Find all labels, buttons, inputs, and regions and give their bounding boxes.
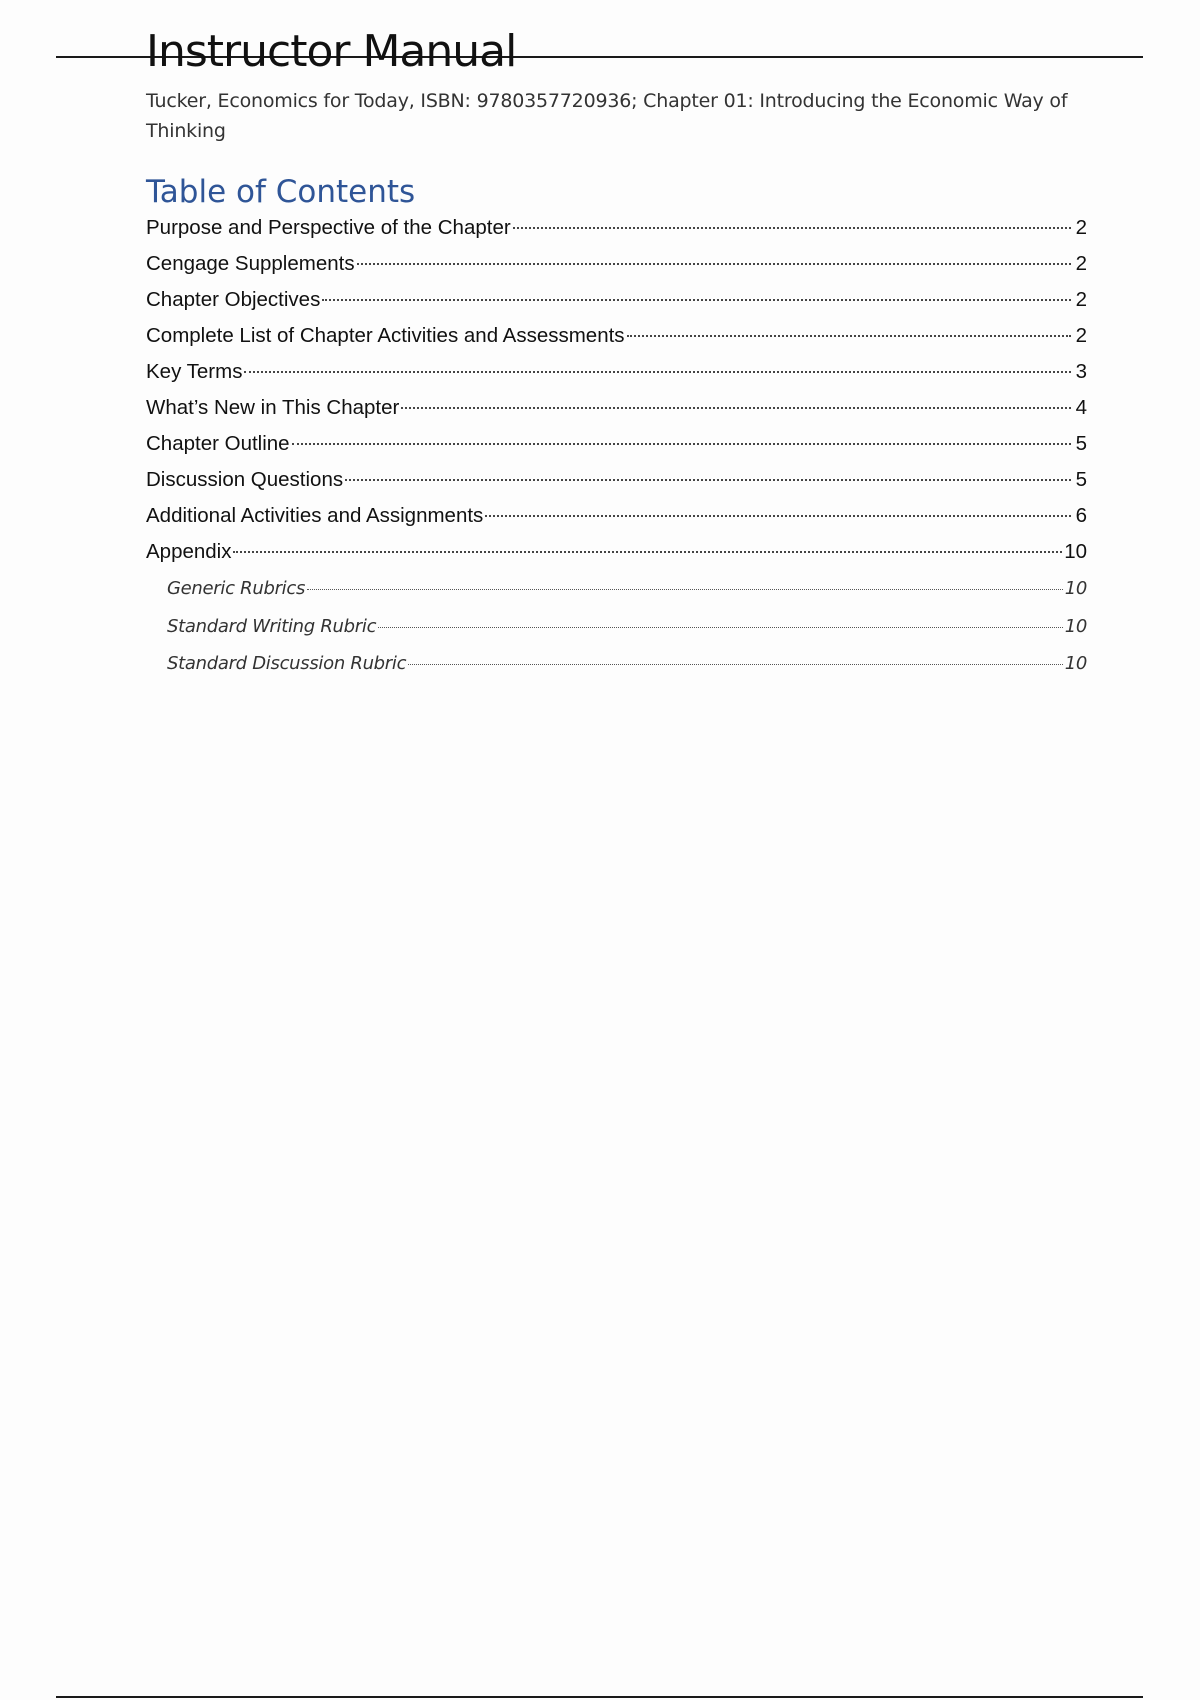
dot-leader (485, 514, 1071, 517)
toc-entry-label: What’s New in This Chapter (146, 396, 400, 419)
footer-rule (56, 1696, 1143, 1698)
toc-entry-page: 10 (1064, 615, 1087, 637)
toc-entry-page: 10 (1064, 578, 1087, 599)
toc-entry-chapter-objectives[interactable] (146, 282, 1087, 318)
table-of-contents (146, 210, 1087, 683)
dot-leader (244, 370, 1071, 373)
toc-entry-label: Cengage Supplements (146, 252, 355, 275)
toc-entry-label: Generic Rubrics (167, 578, 306, 599)
toc-entry-chapter-outline[interactable] (146, 426, 1087, 462)
dot-leader (345, 478, 1071, 481)
dot-leader (307, 588, 1063, 590)
toc-entry-page: 5 (1075, 468, 1087, 491)
toc-entry-purpose-and-perspective[interactable] (146, 210, 1087, 246)
toc-entry-activities-and-assessments[interactable] (146, 318, 1087, 354)
dot-leader (627, 334, 1071, 337)
toc-entry-whats-new[interactable] (146, 390, 1087, 426)
toc-entry-label: Purpose and Perspective of the Chapter (146, 216, 511, 239)
dot-leader (513, 226, 1071, 229)
toc-entry-page: 10 (1064, 540, 1087, 563)
dot-leader (322, 298, 1071, 301)
toc-entry-label: Additional Activities and Assignments (146, 504, 484, 527)
toc-entry-page: 2 (1075, 216, 1087, 239)
toc-heading: Table of Contents (146, 174, 416, 210)
toc-entry-label: Chapter Objectives (146, 288, 321, 311)
toc-entry-discussion-questions[interactable] (146, 462, 1087, 498)
toc-subentry-standard-writing-rubric[interactable] (146, 608, 1087, 646)
dot-leader (292, 442, 1071, 445)
toc-entry-cengage-supplements[interactable] (146, 246, 1087, 282)
dot-leader (408, 663, 1062, 665)
toc-entry-page: 10 (1064, 653, 1087, 674)
toc-entry-page: 2 (1075, 252, 1087, 275)
toc-entry-label: Chapter Outline (146, 432, 290, 455)
toc-entry-label: Appendix (146, 540, 232, 563)
dot-leader (357, 262, 1071, 265)
toc-entry-page: 6 (1075, 504, 1087, 527)
toc-entry-label: Standard Writing Rubric (167, 615, 377, 637)
dot-leader (233, 550, 1062, 553)
toc-entry-page: 2 (1075, 288, 1087, 311)
toc-entry-appendix[interactable] (146, 534, 1087, 570)
document-subtitle: Tucker, Economics for Today, ISBN: 9780357720936; Chapter 01: Introducing the Economic Way of Thinking (146, 90, 1068, 142)
toc-subentry-generic-rubrics[interactable] (146, 570, 1087, 608)
toc-entry-label: Complete List of Chapter Activities and Assessments (146, 324, 625, 347)
toc-entry-label: Standard Discussion Rubric (167, 653, 407, 674)
document-title: Instructor Manual (146, 26, 517, 77)
toc-entry-key-terms[interactable] (146, 354, 1087, 390)
dot-leader (378, 626, 1063, 628)
toc-entry-label: Discussion Questions (146, 468, 344, 491)
toc-entry-additional-activities[interactable] (146, 498, 1087, 534)
toc-subentry-standard-discussion-rubric[interactable] (146, 645, 1087, 683)
toc-entry-label: Key Terms (146, 360, 243, 383)
toc-entry-page: 2 (1075, 324, 1087, 347)
toc-entry-page: 3 (1075, 360, 1087, 383)
toc-entry-page: 4 (1075, 396, 1087, 419)
toc-entry-page: 5 (1075, 432, 1087, 455)
dot-leader (401, 406, 1071, 409)
